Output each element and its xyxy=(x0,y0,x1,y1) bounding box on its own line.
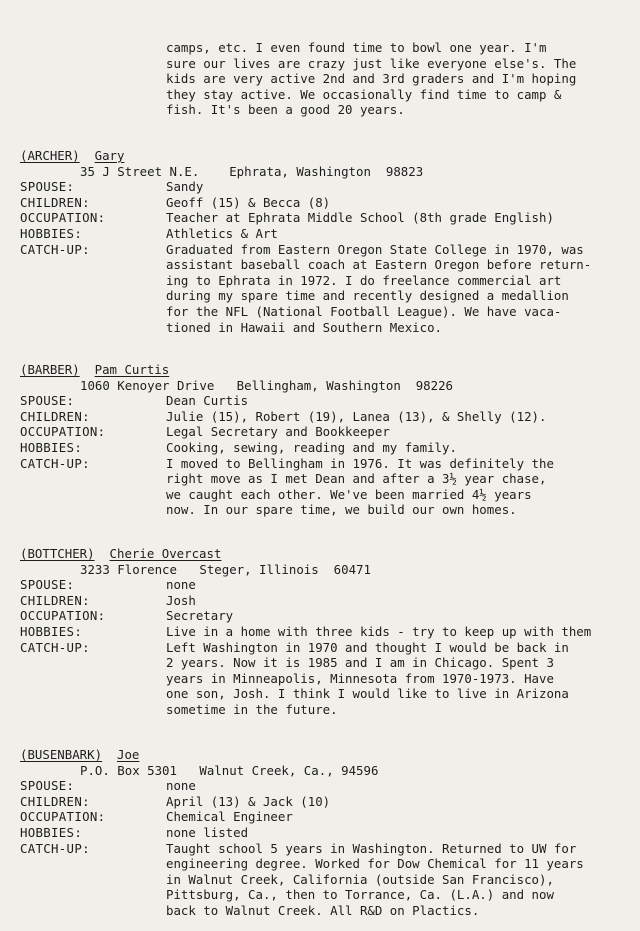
catchup-line: one son, Josh. I think I would like to live in Arizona xyxy=(166,686,569,702)
hobbies-label: HOBBIES: xyxy=(20,824,83,840)
occupation-value: Legal Secretary and Bookkeeper xyxy=(166,424,390,440)
catchup-line: assistant baseball coach at Eastern Oregon before return- xyxy=(166,257,592,273)
entry-address xyxy=(80,378,632,394)
spouse-value: Sandy xyxy=(166,179,204,195)
catchup-line: right move as I met Dean and after a 3½ year chase, xyxy=(166,471,547,487)
hobbies-value: Live in a home with three kids - try to keep up with them xyxy=(166,623,592,639)
intro-line: camps, etc. I even found time to bowl one year. I'm xyxy=(166,40,547,55)
intro-line: sure our lives are crazy just like everyone else's. The xyxy=(166,55,577,71)
spouse-row xyxy=(20,393,632,409)
children-label: CHILDREN: xyxy=(20,592,90,608)
occupation-row xyxy=(20,809,632,825)
entry-name xyxy=(20,546,632,562)
occupation-row xyxy=(20,424,632,440)
spouse-label: SPOUSE: xyxy=(20,577,75,593)
entry-given-name: Cherie Overcast xyxy=(109,546,222,561)
catchup-label: CATCH-UP: xyxy=(20,840,90,856)
entry-surname: (BOTTCHER) xyxy=(20,546,95,561)
catchup-line: sometime in the future. xyxy=(166,701,338,717)
entry-city: Walnut Creek, Ca., 94596 xyxy=(199,762,379,778)
occupation-label: OCCUPATION: xyxy=(20,608,106,624)
entry-surname: (ARCHER) xyxy=(20,148,80,163)
catchup-line: we caught each other. We've been married 4½ years xyxy=(166,486,532,502)
occupation-value: Chemical Engineer xyxy=(166,809,293,825)
children-value: Julie (15), Robert (19), Lanea (13), & Shelly (12). xyxy=(166,408,547,424)
spouse-label: SPOUSE: xyxy=(20,179,75,195)
catchup-label: CATCH-UP: xyxy=(20,455,90,471)
hobbies-row xyxy=(20,440,632,456)
entry-surname: (BARBER) xyxy=(20,362,80,377)
children-row xyxy=(20,593,632,609)
occupation-row xyxy=(20,210,632,226)
catchup-label: CATCH-UP: xyxy=(20,639,90,655)
hobbies-value: none listed xyxy=(166,824,249,840)
catchup-label: CATCH-UP: xyxy=(20,241,90,257)
spouse-label: SPOUSE: xyxy=(20,393,75,409)
catchup-line: tioned in Hawaii and Southern Mexico. xyxy=(166,319,443,335)
catchup-line: Taught school 5 years in Washington. Returned to UW for xyxy=(166,840,577,856)
children-label: CHILDREN: xyxy=(20,793,90,809)
catchup-line: Pittsburg, Ca., then to Torrance, Ca. (L.A.) and now xyxy=(166,887,554,903)
hobbies-row xyxy=(20,825,632,841)
catchup-text xyxy=(166,841,632,919)
entry-address xyxy=(80,164,632,180)
occupation-row xyxy=(20,608,632,624)
children-label: CHILDREN: xyxy=(20,408,90,424)
intro-line: they stay active. We occasionally find time to camp & xyxy=(166,86,562,102)
catchup-text xyxy=(166,640,632,718)
spouse-value: none xyxy=(166,778,196,794)
entry-street: 3233 Florence xyxy=(80,561,177,577)
catchup-line: years in Minneapolis, Minnesota from 1970-1973. Have xyxy=(166,670,554,686)
catchup-line: Left Washington in 1970 and thought I would be back in xyxy=(166,639,569,655)
entry-street: 35 J Street N.E. xyxy=(80,163,200,179)
children-row xyxy=(20,195,632,211)
entry-busenbark xyxy=(20,747,632,919)
catchup-line: Graduated from Eastern Oregon State College in 1970, was xyxy=(166,241,584,257)
hobbies-label: HOBBIES: xyxy=(20,439,83,455)
spouse-label: SPOUSE: xyxy=(20,778,75,794)
intro-paragraph xyxy=(166,40,626,118)
catchup-row xyxy=(20,242,632,336)
entry-barber xyxy=(20,362,632,518)
children-value: April (13) & Jack (10) xyxy=(166,793,331,809)
entry-surname: (BUSENBARK) xyxy=(20,747,103,762)
entry-archer xyxy=(20,148,632,335)
entry-street: P.O. Box 5301 xyxy=(80,762,177,778)
entry-bottcher xyxy=(20,546,632,718)
hobbies-value: Athletics & Art xyxy=(166,225,278,241)
spouse-row xyxy=(20,179,632,195)
catchup-row xyxy=(20,456,632,518)
entry-city: Ephrata, Washington 98823 xyxy=(229,163,424,179)
intro-line: kids are very active 2nd and 3rd graders and I'm hoping xyxy=(166,71,577,87)
entry-name xyxy=(20,148,632,164)
spouse-value: Dean Curtis xyxy=(166,393,249,409)
occupation-label: OCCUPATION: xyxy=(20,424,106,440)
hobbies-label: HOBBIES: xyxy=(20,225,83,241)
catchup-row xyxy=(20,640,632,718)
entry-name xyxy=(20,747,632,763)
spouse-row xyxy=(20,778,632,794)
entry-address xyxy=(80,763,632,779)
occupation-value: Teacher at Ephrata Middle School (8th grade English) xyxy=(166,210,554,226)
spouse-value: none xyxy=(166,577,196,593)
entry-given-name: Joe xyxy=(116,747,140,762)
catchup-text xyxy=(166,456,632,518)
occupation-label: OCCUPATION: xyxy=(20,809,106,825)
catchup-line: during my spare time and recently designed a medallion xyxy=(166,288,569,304)
catchup-line: in Walnut Creek, California (outside San Francisco), xyxy=(166,871,554,887)
catchup-text xyxy=(166,242,632,336)
entry-name xyxy=(20,362,632,378)
spouse-row xyxy=(20,577,632,593)
catchup-line: engineering degree. Worked for Dow Chemical for 11 years xyxy=(166,856,584,872)
catchup-row xyxy=(20,841,632,919)
catchup-line: back to Walnut Creek. All R&D on Plactics. xyxy=(166,902,480,918)
entry-street: 1060 Kenoyer Drive xyxy=(80,377,215,393)
children-value: Josh xyxy=(166,592,196,608)
entry-city: Bellingham, Washington 98226 xyxy=(236,377,454,393)
occupation-label: OCCUPATION: xyxy=(20,210,106,226)
intro-line: fish. It's been a good 20 years. xyxy=(166,102,405,118)
occupation-value: Secretary xyxy=(166,608,234,624)
entry-city: Steger, Illinois 60471 xyxy=(199,561,371,577)
hobbies-value: Cooking, sewing, reading and my family. xyxy=(166,439,457,455)
entry-address xyxy=(80,562,632,578)
catchup-line: for the NFL (National Football League). We have vaca- xyxy=(166,303,562,319)
entry-given-name: Gary xyxy=(94,148,125,163)
catchup-line: ing to Ephrata in 1972. I do freelance commercial art xyxy=(166,272,562,288)
children-row xyxy=(20,409,632,425)
entry-given-name: Pam Curtis xyxy=(94,362,170,377)
hobbies-label: HOBBIES: xyxy=(20,623,83,639)
catchup-line: I moved to Bellingham in 1976. It was definitely the xyxy=(166,455,554,471)
children-value: Geoff (15) & Becca (8) xyxy=(166,194,331,210)
hobbies-row xyxy=(20,624,632,640)
catchup-line: 2 years. Now it is 1985 and I am in Chicago. Spent 3 xyxy=(166,655,554,671)
children-label: CHILDREN: xyxy=(20,194,90,210)
hobbies-row xyxy=(20,226,632,242)
children-row xyxy=(20,794,632,810)
catchup-line: now. In our spare time, we build our own homes. xyxy=(166,502,517,518)
